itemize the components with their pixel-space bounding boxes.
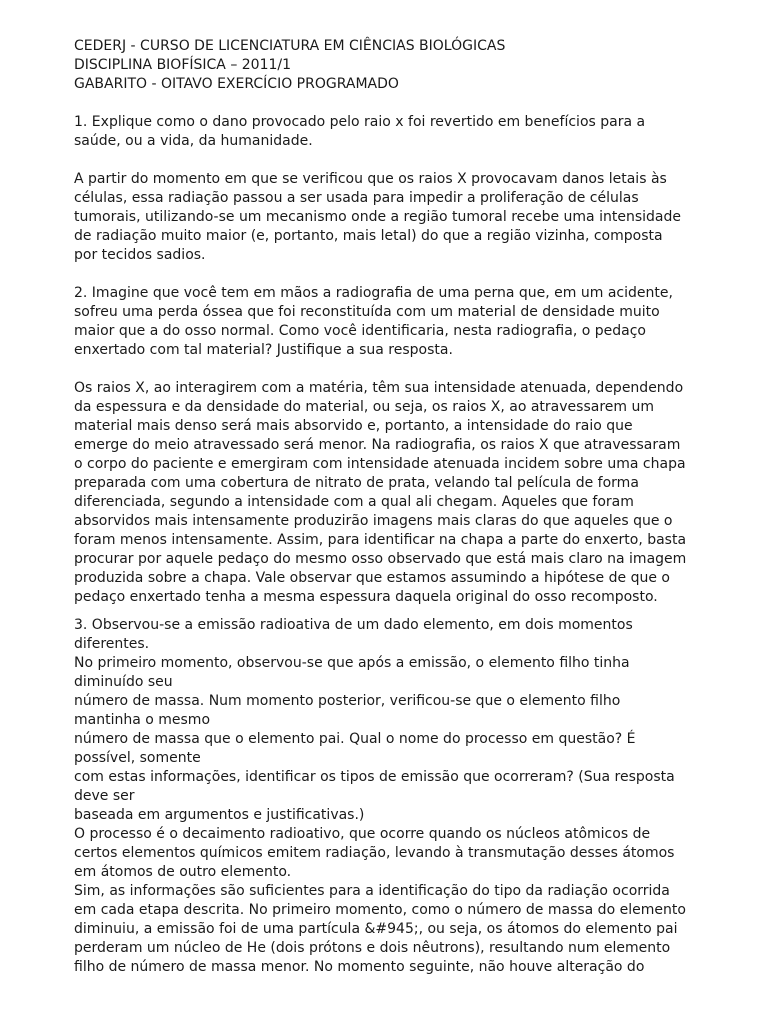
question-3-line: baseada em argumentos e justificativas.) (74, 807, 365, 823)
question-3-line: deve ser (74, 788, 135, 804)
answer-3-line: perderam um núcleo de He (dois prótons e dois nêutrons), resultando num elemento (74, 940, 671, 956)
question-3 (74, 616, 694, 825)
header-title: GABARITO - OITAVO EXERCÍCIO PROGRAMADO (74, 76, 399, 92)
question-3-line: mantinha o mesmo (74, 712, 211, 728)
question-2 (74, 284, 694, 360)
answer-2-line: o corpo do paciente e emergiram com intensidade atenuada incidem sobre uma chapa (74, 456, 686, 472)
answer-3-line: em cada etapa descrita. No primeiro momento, como o número de massa do elemento (74, 902, 686, 918)
answer-3-line: diminuiu, a emissão foi de uma partícula &#945;, ou seja, os átomos do elemento pai (74, 921, 678, 937)
question-3-line: possível, somente (74, 750, 201, 766)
answer-2-line: Os raios X, ao interagirem com a matéria, têm sua intensidade atenuada, dependendo (74, 380, 684, 396)
answer-2-line: diferenciada, segundo a intensidade com a qual ali chegam. Aqueles que foram (74, 494, 634, 510)
header-discipline: DISCIPLINA BIOFÍSICA – 2011/1 (74, 57, 292, 73)
question-1 (74, 113, 694, 151)
answer-2-line: emerge do meio atravessado será menor. Na radiografia, os raios X que atravessaram (74, 437, 681, 453)
answer-2 (74, 379, 694, 607)
answer-3-line: O processo é o decaimento radioativo, que ocorre quando os núcleos atômicos de (74, 826, 651, 842)
answer-1-line: células, essa radiação passou a ser usada para impedir a proliferação de células (74, 190, 639, 206)
question-2-line: sofreu uma perda óssea que foi reconstituída com um material de densidade muito (74, 304, 660, 320)
answer-3-line: Sim, as informações são suficientes para a identificação do tipo da radiação ocorrida (74, 883, 670, 899)
question-3-line: diminuído seu (74, 674, 173, 690)
document-header (74, 37, 694, 94)
answer-3-line: filho de número de massa menor. No momento seguinte, não houve alteração do (74, 959, 645, 975)
answer-1-line: A partir do momento em que se verificou que os raios X provocavam danos letais às (74, 171, 667, 187)
question-3-line: número de massa que o elemento pai. Qual o nome do processo em questão? É (74, 731, 636, 747)
document-page (74, 37, 694, 977)
question-3-line: com estas informações, identificar os tipos de emissão que ocorreram? (Sua resposta (74, 769, 675, 785)
answer-1-line: tumorais, utilizando-se um mecanismo onde a região tumoral recebe uma intensidade (74, 209, 681, 225)
question-3-line: No primeiro momento, observou-se que após a emissão, o elemento filho tinha (74, 655, 630, 671)
question-1-line: saúde, ou a vida, da humanidade. (74, 133, 313, 149)
answer-3-line: certos elementos químicos emitem radiação, levando à transmutação desses átomos (74, 845, 675, 861)
answer-2-line: material mais denso será mais absorvido e, portanto, a intensidade do raio que (74, 418, 633, 434)
answer-1 (74, 170, 694, 265)
answer-2-line: preparada com uma cobertura de nitrato de prata, velando tal película de forma (74, 475, 639, 491)
question-3-line: número de massa. Num momento posterior, verificou-se que o elemento filho (74, 693, 621, 709)
answer-1-line: por tecidos sadios. (74, 247, 206, 263)
answer-2-line: procurar por aquele pedaço do mesmo osso observado que está mais claro na imagem (74, 551, 687, 567)
question-3-line: 3. Observou-se a emissão radioativa de um dado elemento, em dois momentos (74, 617, 633, 633)
answer-3-line: em átomos de outro elemento. (74, 864, 292, 880)
header-course: CEDERJ - CURSO DE LICENCIATURA EM CIÊNCIAS BIOLÓGICAS (74, 38, 506, 54)
answer-2-line: pedaço enxertado tenha a mesma espessura daquela original do osso recomposto. (74, 589, 658, 605)
answer-3 (74, 825, 694, 977)
answer-2-line: produzida sobre a chapa. Vale observar que estamos assumindo a hipótese de que o (74, 570, 670, 586)
question-2-line: 2. Imagine que você tem em mãos a radiografia de uma perna que, em um acidente, (74, 285, 673, 301)
answer-1-line: de radiação muito maior (e, portanto, mais letal) do que a região vizinha, composta (74, 228, 663, 244)
question-2-line: maior que a do osso normal. Como você identificaria, nesta radiografia, o pedaço (74, 323, 646, 339)
answer-2-line: absorvidos mais intensamente produzirão imagens mais claras do que aqueles que o (74, 513, 673, 529)
question-2-line: enxertado com tal material? Justifique a sua resposta. (74, 342, 453, 358)
question-3-line: diferentes. (74, 636, 150, 652)
question-1-line: 1. Explique como o dano provocado pelo raio x foi revertido em benefícios para a (74, 114, 646, 130)
answer-2-line: da espessura e da densidade do material, ou seja, os raios X, ao atravessarem um (74, 399, 654, 415)
answer-2-line: foram menos intensamente. Assim, para identificar na chapa a parte do enxerto, basta (74, 532, 687, 548)
